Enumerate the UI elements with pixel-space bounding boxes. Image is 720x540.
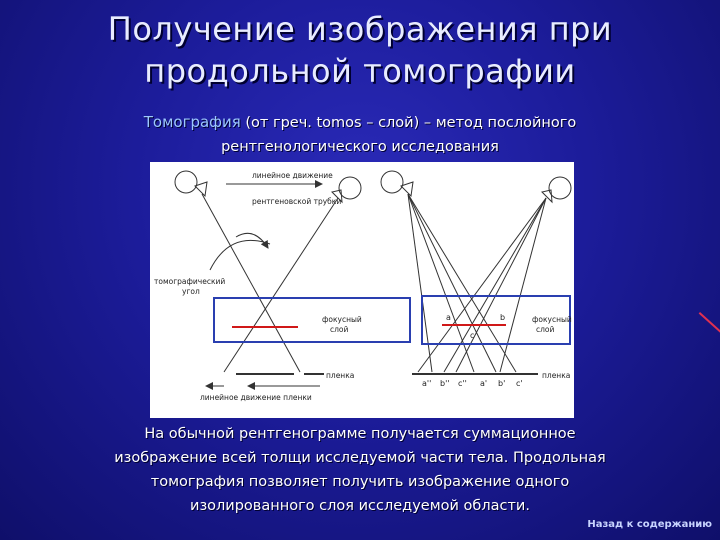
tube-motion-label-2: рентгеновской трубки [252, 197, 342, 206]
right-film-label: пленка [542, 371, 571, 380]
diagram-svg [150, 162, 574, 418]
xray-tube-end-icon [339, 177, 361, 199]
caption-line-1: На обычной рентгенограмме получается суммационное [144, 426, 576, 442]
tube-motion-label-1: линейное движение [252, 171, 333, 180]
film-motion-label: линейное движение пленки [200, 393, 312, 402]
title-line-1: Получение изображения при [107, 10, 613, 48]
point-b-label: b [500, 313, 506, 322]
angle-label-1: томографический [154, 277, 226, 286]
point-a-label: a [446, 313, 451, 322]
film-point-a1: a' [480, 379, 488, 388]
right-ray-4 [408, 194, 516, 372]
left-object-box [214, 298, 410, 342]
film-point-c2: c'' [458, 379, 467, 388]
right-ray-7 [456, 198, 546, 372]
caption-line-3: томография позволяет получить изображение одного [150, 474, 570, 490]
film-point-a2: a'' [422, 379, 432, 388]
right-focal-label-1: фокусный [532, 315, 572, 324]
right-ray-8 [500, 198, 546, 372]
caption-text [55, 422, 665, 518]
left-labels [154, 171, 362, 402]
title-line-2: продольной томографии [144, 52, 576, 90]
right-ray-1 [408, 194, 432, 372]
definition-text [60, 110, 660, 159]
right-beam-cone-end [542, 190, 552, 202]
back-to-contents-link[interactable]: Назад к содержанию [587, 519, 712, 530]
right-panel [381, 171, 571, 374]
definition-rest: (от греч. tomos – слой) – метод послойного [240, 115, 577, 131]
xray-tube-start-icon [175, 171, 197, 193]
left-focal-label-2: слой [330, 325, 349, 334]
film-point-b1: b' [498, 379, 506, 388]
right-ray-2 [408, 194, 474, 372]
film-point-b2: b'' [440, 379, 450, 388]
left-film-label: пленка [326, 371, 355, 380]
definition-line-1 [60, 110, 660, 135]
caption-line-4: изолированного слоя исследуемой области. [190, 498, 530, 514]
right-tube-end-icon [549, 177, 571, 199]
right-tube-start-icon [381, 171, 403, 193]
beam-ray-right [224, 198, 338, 372]
right-ray-6 [444, 198, 546, 372]
point-c-label: c [470, 331, 475, 340]
decorative-edge-line [699, 312, 720, 340]
right-focal-label-2: слой [536, 325, 555, 334]
definition-term: Томография [143, 113, 241, 131]
definition-line-2: рентгенологического исследования [221, 139, 499, 155]
right-ray-5 [418, 198, 546, 372]
angle-label-2: угол [182, 287, 200, 296]
left-focal-label-1: фокусный [322, 315, 362, 324]
tomography-diagram [150, 162, 574, 418]
slide-title [40, 8, 680, 92]
caption-line-2: изображение всей толщи исследуемой части тела. Продольная [114, 450, 606, 466]
tomographic-angle-arc [210, 240, 270, 270]
right-ray-3 [408, 194, 496, 372]
film-point-c1: c' [516, 379, 523, 388]
